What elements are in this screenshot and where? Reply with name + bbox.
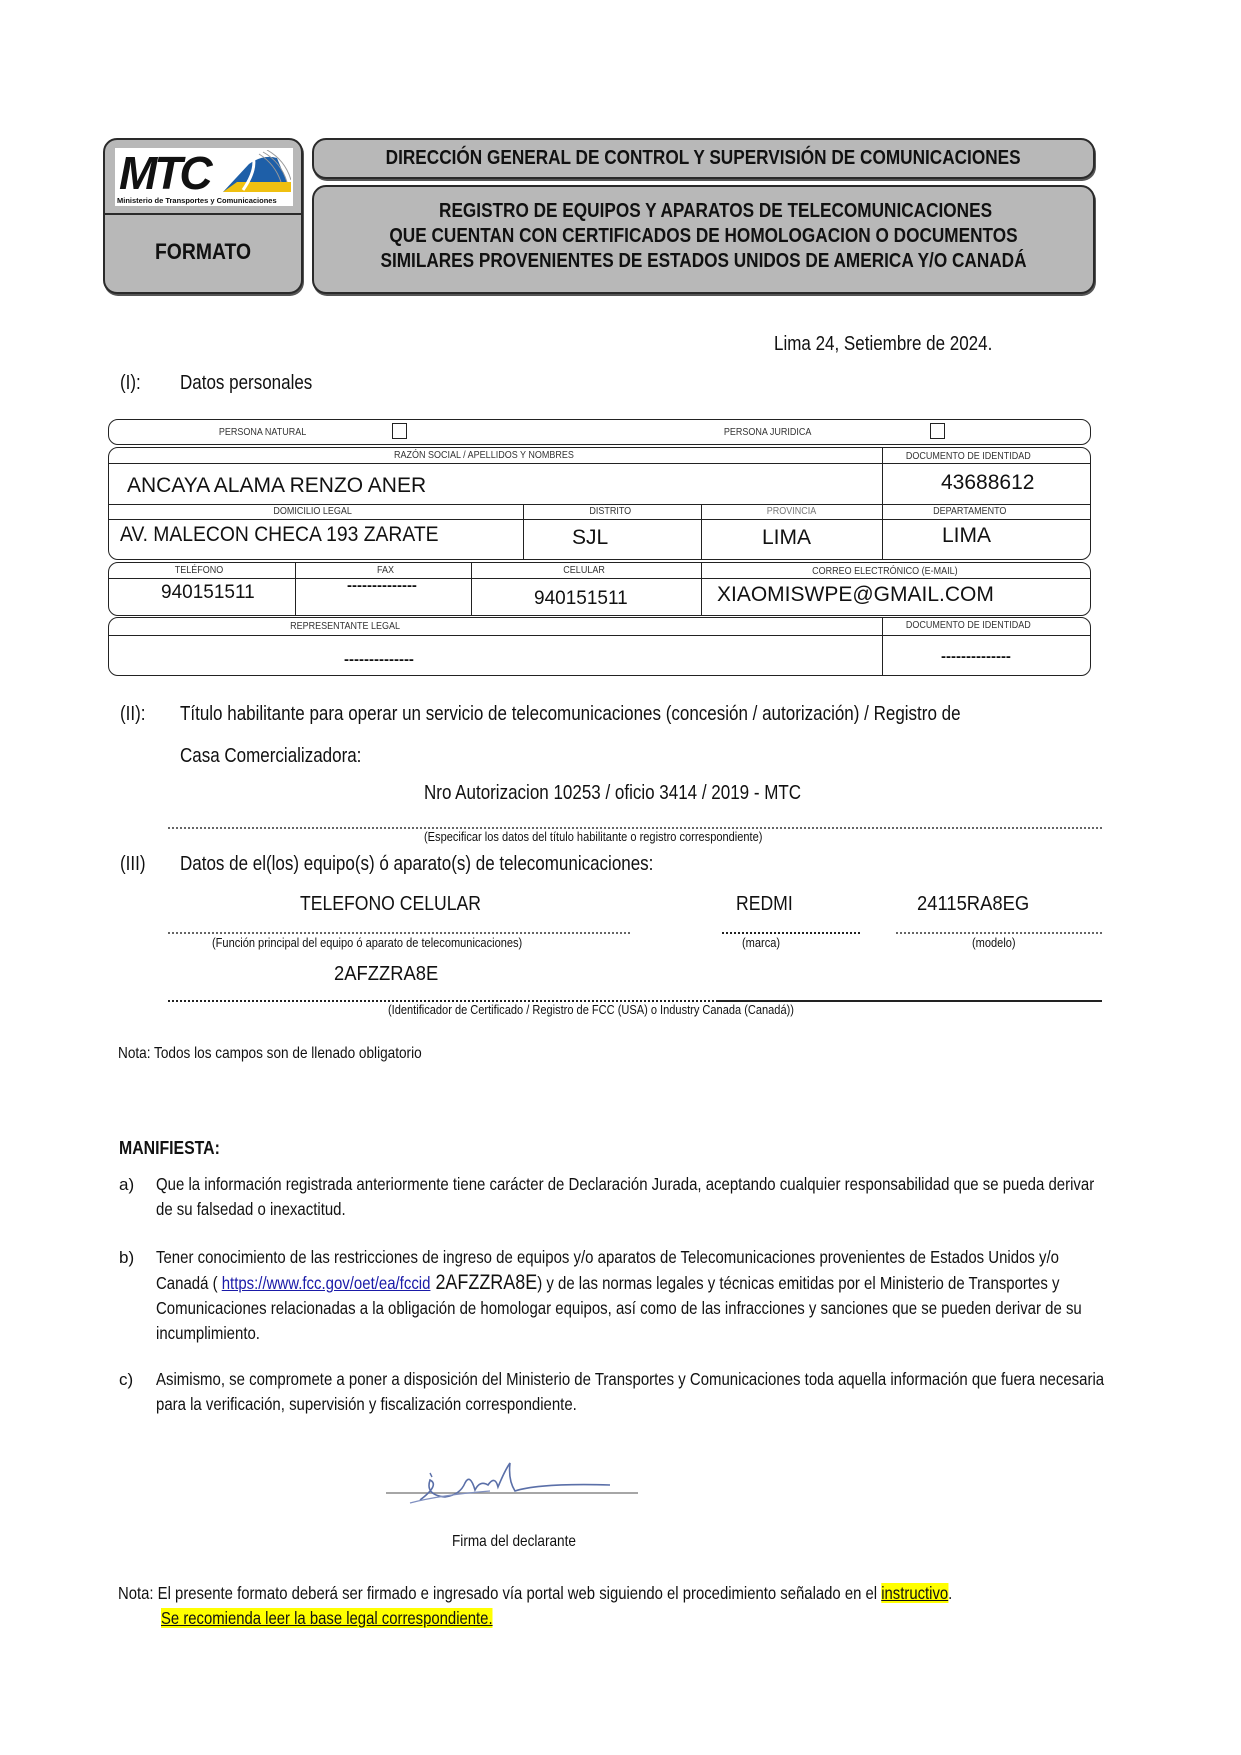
row-divider bbox=[109, 635, 1090, 636]
razon-social-value[interactable]: ANCAYA ALAMA RENZO ANER bbox=[127, 474, 427, 497]
mtc-wave-icon bbox=[223, 150, 291, 192]
final-note-end: . bbox=[948, 1583, 953, 1603]
model-line bbox=[896, 932, 1102, 934]
distrito-label: DISTRITO bbox=[589, 506, 632, 517]
section3-title: Datos de el(los) equipo(s) ó aparato(s) de telecomunicaciones: bbox=[180, 853, 654, 875]
section1-number: (I): bbox=[120, 372, 141, 394]
signature-image bbox=[380, 1455, 650, 1515]
brand-line bbox=[722, 932, 860, 934]
section2-number: (II): bbox=[120, 703, 146, 725]
manifiesta-c-content: Asimismo, se compromete a poner a disposición del Ministerio de Transportes y Comunicaciones toda aquella información que fuera necesaria para la verificación, supervisión y fiscalización correspondiente. bbox=[156, 1369, 1105, 1414]
instructivo-link[interactable]: instructivo bbox=[881, 1583, 949, 1603]
manifiesta-b-content-2: ) y de las normas legales y técnicas emitidas por el Ministerio de Transportes y Comunicaciones relacionadas a la obligación de homologar equipos, así como de las infracciones y sanciones que se pueden derivar de su incumplimiento. bbox=[156, 1273, 1082, 1343]
logo-subtitle: Ministerio de Transportes y Comunicaciones bbox=[117, 196, 277, 205]
agency-title: DIRECCIÓN GENERAL DE CONTROL Y SUPERVISIÓN DE COMUNICACIONES bbox=[386, 147, 1021, 169]
row-divider bbox=[109, 578, 1090, 579]
mtc-logo bbox=[115, 148, 293, 206]
model-caption: (modelo) bbox=[972, 935, 1016, 950]
title-box bbox=[312, 185, 1095, 294]
fcc-link[interactable]: https://www.fcc.gov/oet/ea/fccid bbox=[221, 1273, 431, 1293]
cert-caption: (Identificador de Certificado / Registro de FCC (USA) o Industry Canada (Canadá)) bbox=[388, 1002, 794, 1017]
date-line: Lima 24, Setiembre de 2024. bbox=[774, 333, 993, 355]
persona-natural-checkbox[interactable] bbox=[392, 423, 407, 439]
manifiesta-a-text bbox=[156, 1172, 1105, 1222]
departamento-label: DEPARTAMENTO bbox=[933, 506, 1007, 517]
legal-base-note bbox=[161, 1608, 493, 1629]
agency-box bbox=[312, 138, 1095, 179]
identity-block bbox=[108, 447, 1091, 560]
function-line bbox=[168, 932, 630, 934]
required-note: Nota: Todos los campos son de llenado obligatorio bbox=[118, 1045, 422, 1062]
col-divider bbox=[701, 504, 702, 559]
title-line-2: QUE CUENTAN CON CERTIFICADOS DE HOMOLOGACION O DOCUMENTOS bbox=[389, 225, 1018, 247]
doc-identidad-label: DOCUMENTO DE IDENTIDAD bbox=[905, 451, 1031, 462]
manifiesta-c-text bbox=[156, 1367, 1105, 1417]
row-divider bbox=[109, 463, 1090, 464]
signature-caption: Firma del declarante bbox=[452, 1533, 576, 1550]
domicilio-label: DOMICILIO LEGAL bbox=[273, 506, 352, 517]
manifiesta-b-content-1: Tener conocimiento de las restricciones de ingreso de equipos y/o aparatos de Telecomunicaciones provenientes de Estados Unidos y/o Canadá ( bbox=[156, 1247, 1060, 1293]
representante-value[interactable]: -------------- bbox=[344, 651, 414, 668]
doc-identidad-value[interactable]: 43688612 bbox=[941, 471, 1035, 494]
final-note-text: Nota: El presente formato deberá ser firmado e ingresado vía portal web siguiendo el procedimiento señalado en el bbox=[118, 1583, 882, 1603]
col-divider bbox=[523, 504, 524, 559]
email-value[interactable]: XIAOMISWPE@GMAIL.COM bbox=[717, 583, 994, 606]
rep-doc-label: DOCUMENTO DE IDENTIDAD bbox=[905, 620, 1031, 631]
col-divider bbox=[882, 618, 883, 675]
domicilio-value[interactable]: AV. MALECON CHECA 193 ZARATE bbox=[120, 523, 439, 546]
provincia-label: PROVINCIA bbox=[766, 506, 817, 517]
logo-brand: MTC bbox=[119, 147, 210, 199]
model-value[interactable]: 24115RA8EG bbox=[917, 893, 1030, 915]
telefono-value[interactable]: 940151511 bbox=[161, 582, 255, 603]
persona-juridica-checkbox[interactable] bbox=[930, 423, 945, 439]
rep-doc-value[interactable]: -------------- bbox=[941, 648, 1011, 665]
format-label: FORMATO bbox=[154, 239, 252, 264]
fax-value[interactable]: -------------- bbox=[347, 577, 417, 594]
final-note bbox=[118, 1583, 952, 1604]
departamento-value[interactable]: LIMA bbox=[942, 524, 992, 547]
col-divider bbox=[471, 563, 472, 615]
manifiesta-title: MANIFIESTA: bbox=[119, 1138, 220, 1158]
section3-number: (III) bbox=[120, 853, 146, 875]
persona-type-row bbox=[108, 419, 1091, 445]
section2-title-line2: Casa Comercializadora: bbox=[180, 745, 362, 767]
manifiesta-a-content: Que la información registrada anteriormente tiene carácter de Declaración Jurada, aceptando cualquier responsabilidad que se pueda derivar de su falsedad o inexactitud. bbox=[156, 1174, 1095, 1219]
persona-natural-label: PERSONA NATURAL bbox=[218, 427, 307, 438]
manifiesta-b-text bbox=[156, 1245, 1105, 1346]
title-line-3: SIMILARES PROVENIENTES DE ESTADOS UNIDOS DE AMERICA Y/O CANADÁ bbox=[380, 250, 1027, 272]
telefono-label: TELÉFONO bbox=[174, 565, 224, 576]
section1-title: Datos personales bbox=[180, 372, 313, 394]
distrito-value[interactable]: SJL bbox=[572, 526, 609, 549]
section2-title-line1: Título habilitante para operar un servicio de telecomunicaciones (concesión / autorización) / Registro de bbox=[180, 703, 961, 725]
fax-label: FAX bbox=[376, 565, 394, 576]
row-divider bbox=[109, 504, 1090, 505]
representante-label: REPRESENTANTE LEGAL bbox=[290, 621, 400, 632]
authorization-value[interactable]: Nro Autorizacion 10253 / oficio 3414 / 2019 - MTC bbox=[424, 782, 802, 804]
persona-juridica-label: PERSONA JURIDICA bbox=[723, 427, 812, 438]
logo-format-box bbox=[103, 138, 303, 294]
manifiesta-c-marker: c) bbox=[119, 1370, 134, 1389]
representative-block bbox=[108, 617, 1091, 676]
brand-caption: (marca) bbox=[742, 935, 781, 950]
col-divider bbox=[701, 563, 702, 615]
brand-value[interactable]: REDMI bbox=[736, 893, 793, 915]
email-label: CORREO ELECTRÓNICO (E-MAIL) bbox=[812, 566, 958, 577]
col-divider bbox=[882, 448, 883, 559]
manifiesta-a-marker: a) bbox=[119, 1175, 135, 1194]
function-caption: (Función principal del equipo ó aparato de telecomunicaciones) bbox=[212, 935, 523, 950]
col-divider bbox=[295, 563, 296, 615]
manifiesta-b-marker: b) bbox=[119, 1248, 135, 1267]
razon-social-label: RAZÓN SOCIAL / APELLIDOS Y NOMBRES bbox=[393, 450, 574, 461]
row-divider bbox=[109, 519, 1090, 520]
provincia-value[interactable]: LIMA bbox=[762, 526, 812, 549]
legal-base-link[interactable]: Se recomienda leer la base legal correspondiente. bbox=[161, 1608, 493, 1628]
authorization-caption: (Especificar los datos del título habilitante o registro correspondiente) bbox=[424, 829, 763, 844]
function-value[interactable]: TELEFONO CELULAR bbox=[300, 893, 481, 915]
title-line-1: REGISTRO DE EQUIPOS Y APARATOS DE TELECOMUNICACIONES bbox=[439, 200, 993, 222]
celular-value[interactable]: 940151511 bbox=[534, 588, 628, 609]
celular-label: CELULAR bbox=[563, 565, 605, 576]
fcc-code: 2AFZZRA8E bbox=[430, 1271, 538, 1294]
cert-value[interactable]: 2AFZZRA8E bbox=[334, 963, 439, 985]
contact-block bbox=[108, 562, 1091, 616]
